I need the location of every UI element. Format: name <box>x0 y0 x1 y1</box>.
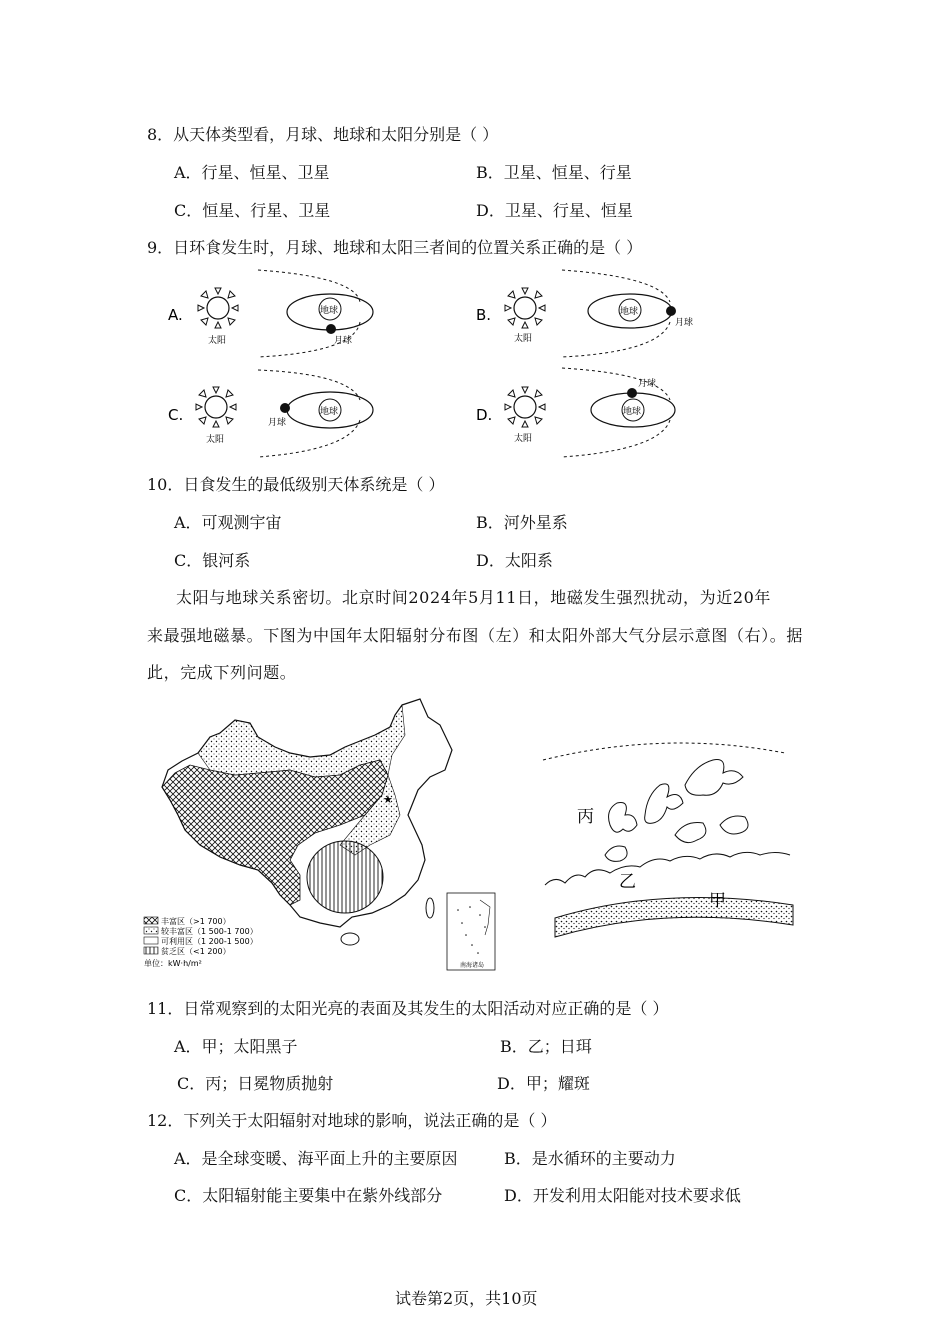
sun-icon <box>505 288 545 328</box>
map-legend <box>144 916 258 968</box>
q11-option-a: A．甲；太阳黑子 <box>174 1037 298 1056</box>
chromosphere-line <box>545 852 790 885</box>
q12-option-a: A．是全球变暖、海平面上升的主要原因 <box>174 1149 458 1168</box>
q9-stem: 9．日环食发生时，月球、地球和太阳三者间的位置关系正确的是（ ） <box>147 238 643 257</box>
layer-label-jia: 甲 <box>709 891 726 911</box>
beijing-star-icon: ★ <box>383 793 393 806</box>
layer-label-yi: 乙 <box>619 872 636 892</box>
page-footer: 试卷第2页，共10页 <box>395 1289 538 1308</box>
sun-atmosphere-diagram <box>535 725 800 940</box>
q9-diagrams <box>150 262 750 462</box>
sun-label: 太阳 <box>206 435 225 445</box>
q10-option-b: B．河外星系 <box>476 513 568 532</box>
earth-label: 地球 <box>620 307 639 317</box>
q8-stem: 8．从天体类型看，月球、地球和太阳分别是（ ） <box>147 125 499 144</box>
moon-icon <box>326 324 336 334</box>
inset-label: 南海诸岛 <box>460 962 485 969</box>
moon-icon <box>280 403 290 413</box>
moon-icon <box>627 388 637 398</box>
sun-icon <box>196 387 236 427</box>
passage-line-3: 此，完成下列问题。 <box>147 663 297 682</box>
earth-label: 地球 <box>320 306 339 316</box>
q12-option-d: D．开发利用太阳能对技术要求低 <box>504 1186 741 1205</box>
photosphere-band <box>555 897 793 937</box>
legend-item-richer: 较丰富区（1 500-1 700） <box>161 927 258 936</box>
moon-label: 月球 <box>268 418 287 428</box>
q10-option-c: C．银河系 <box>174 551 251 570</box>
moon-icon <box>666 306 676 316</box>
q11-option-d: D．甲；耀斑 <box>497 1074 590 1093</box>
sun-icon <box>198 288 238 328</box>
q8-option-c: C．恒星、行星、卫星 <box>174 201 331 220</box>
q9-option-a-label: A. <box>168 306 183 324</box>
legend-item-rich: 丰富区（>1 700） <box>161 917 231 926</box>
moon-label: 月球 <box>638 379 657 389</box>
q12-option-c: C．太阳辐射能主要集中在紫外线部分 <box>174 1186 443 1205</box>
passage-line-2: 来最强地磁暴。下图为中国年太阳辐射分布图（左）和太阳外部大气分层示意图（右）。据 <box>147 626 804 645</box>
q8-option-b: B．卫星、恒星、行星 <box>476 163 632 182</box>
legend-item-poor: 贫乏区（<1 200） <box>161 947 231 956</box>
south-china-sea-inset <box>447 893 495 970</box>
q9-option-d-label: D. <box>476 406 493 424</box>
layer-label-bing: 丙 <box>577 807 594 827</box>
q12-stem: 12．下列关于太阳辐射对地球的影响，说法正确的是（ ） <box>147 1111 557 1130</box>
china-solar-radiation-map <box>140 695 510 980</box>
moon-label: 月球 <box>334 336 353 346</box>
q9-option-b-label: B. <box>476 306 492 324</box>
corona-boundary <box>543 743 785 760</box>
sun-label: 太阳 <box>514 434 533 444</box>
moon-label: 月球 <box>675 318 694 328</box>
sun-label: 太阳 <box>208 336 227 346</box>
q8-option-a: A．行星、恒星、卫星 <box>174 163 330 182</box>
sun-label: 太阳 <box>514 334 533 344</box>
earth-label: 地球 <box>623 407 642 417</box>
q10-option-a: A．可观测宇宙 <box>174 513 282 532</box>
q11-option-b: B．乙；日珥 <box>500 1037 592 1056</box>
q10-option-d: D．太阳系 <box>476 551 553 570</box>
q10-stem: 10．日食发生的最低级别天体系统是（ ） <box>147 475 445 494</box>
q11-option-c: C．丙；日冕物质抛射 <box>177 1074 334 1093</box>
sun-icon <box>505 387 545 427</box>
q9-option-c-label: C. <box>168 406 184 424</box>
earth-label: 地球 <box>320 407 339 417</box>
q12-option-b: B．是水循环的主要动力 <box>504 1149 676 1168</box>
legend-item-usable: 可利用区（1 200-1 500） <box>161 937 258 946</box>
q11-stem: 11．日常观察到的太阳光亮的表面及其发生的太阳活动对应正确的是（ ） <box>147 999 669 1018</box>
q8-option-d: D．卫星、行星、恒星 <box>476 201 633 220</box>
legend-unit: 单位：kW·h/m² <box>144 959 202 968</box>
passage-line-1: 太阳与地球关系密切。北京时间2024年5月11日，地磁发生强烈扰动，为近20年 <box>176 588 772 607</box>
